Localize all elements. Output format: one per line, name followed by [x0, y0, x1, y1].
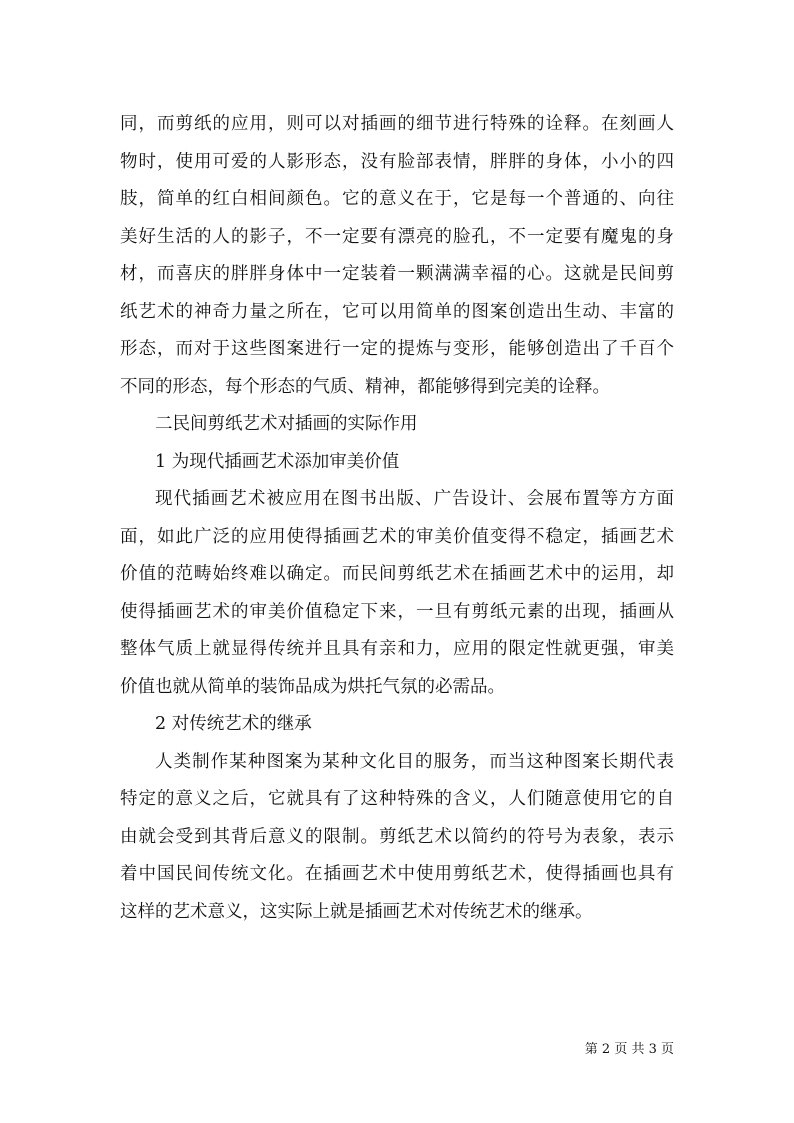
page-number-footer: 第 2 页 共 3 页 [584, 1042, 674, 1057]
paragraph-line: 同，而剪纸的应用，则可以对插画的细节进行特殊的诠释。在刻画人 [120, 114, 674, 134]
paragraph-line: 人类制作某种图案为某种文化目的服务，而当这种图案长期代表 [155, 751, 674, 772]
paragraph-line: 着中国民间传统文化。在插画艺术中使用剪纸艺术，使得插画也具有 [120, 864, 674, 884]
paragraph-line: 材，而喜庆的胖胖身体中一定装着一颗满满幸福的心。这就是民间剪 [120, 264, 674, 284]
paragraph-line: 不同的形态，每个形态的气质、精神，都能够得到完美的诠释。 [120, 376, 610, 397]
paragraph-line: 这样的艺术意义，这实际上就是插画艺术对传统艺术的继承。 [120, 901, 593, 922]
paragraph-line: 形态，而对于这些图案进行一定的提炼与变形，能够创造出了千百个 [120, 339, 674, 359]
paragraph-line: 肢，简单的红白相间颜色。它的意义在于，它是每一个普通的、向往 [120, 189, 674, 209]
subsection-heading: 1 为现代插画艺术添加审美价值 [155, 451, 400, 472]
paragraph-line: 物时，使用可爱的人影形态，没有脸部表情，胖胖的身体，小小的四 [120, 151, 674, 172]
paragraph-line: 现代插画艺术被应用在图书出版、广告设计、会展布置等方方面 [155, 489, 674, 509]
section-heading: 二民间剪纸艺术对插画的实际作用 [155, 414, 418, 434]
paragraph-line: 使得插画艺术的审美价值稳定下来，一旦有剪纸元素的出现，插画从 [120, 601, 674, 622]
body-text [120, 106, 674, 931]
paragraph-line: 特定的意义之后，它就具有了这种特殊的含义，人们随意使用它的自 [120, 789, 674, 809]
paragraph-line: 美好生活的人的影子，不一定要有漂亮的脸孔，不一定要有魔鬼的身 [120, 226, 674, 247]
paragraph-line: 价值也就从简单的装饰品成为烘托气氛的必需品。 [120, 676, 505, 697]
paragraph-line: 纸艺术的神奇力量之所在，它可以用简单的图案创造出生动、丰富的 [120, 301, 674, 322]
paragraph-line: 由就会受到其背后意义的限制。剪纸艺术以简约的符号为表象，表示 [120, 826, 674, 847]
subsection-heading: 2 对传统艺术的继承 [155, 714, 312, 734]
paragraph-line: 价值的范畴始终难以确定。而民间剪纸艺术在插画艺术中的运用，却 [120, 564, 674, 584]
paragraph-line: 面，如此广泛的应用使得插画艺术的审美价值变得不稳定，插画艺术 [120, 526, 674, 547]
paragraph-line: 整体气质上就显得传统并且具有亲和力，应用的限定性就更强，审美 [120, 639, 674, 659]
